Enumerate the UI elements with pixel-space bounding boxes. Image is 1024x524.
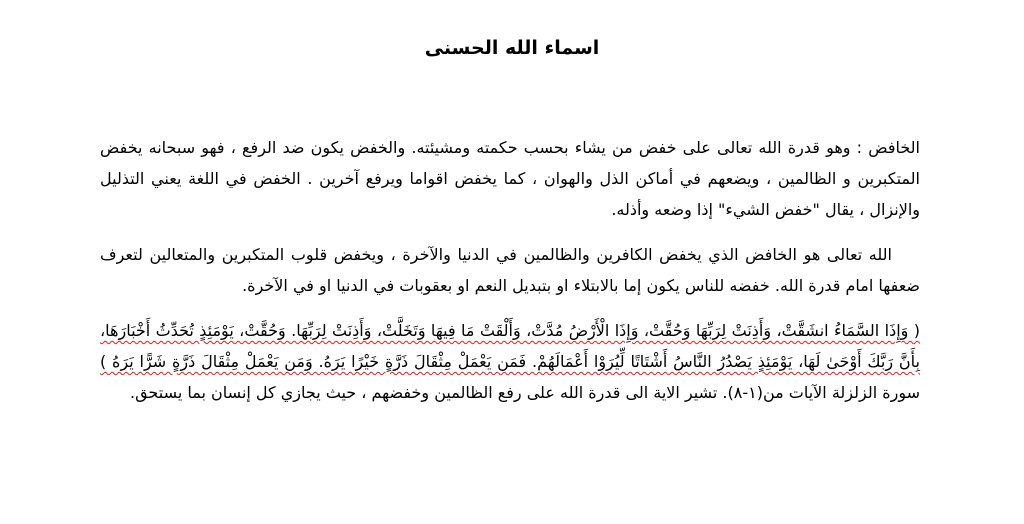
- document-title: اسماء الله الحسنى: [424, 37, 600, 59]
- paragraph-3-text: سورة الزلزلة الآيات من(١-٨). تشير الاية الى قدرة الله على رفع الظالمين وخفضهم ، حيث يجازي كل إنسان بما يستحق.: [129, 383, 920, 402]
- paragraph-2: الله تعالى هو الخافض الذي يخفض الكافرين والظالمين في الدنيا والآخرة ، ويخفض قلوب المتكبرين والمتعالين لتعرف ضعفها امام قدرة الله. خفضه للناس يكون إما بالابتلاء او بتبديل النعم او بعقوبات في الدنيا او في الآخرة.: [100, 245, 920, 295]
- paragraph-1: الخافض : وهو قدرة الله تعالى على خفض من يشاء بحسب حكمته ومشيئته. والخفض يكون ضد الرفع ، فهو سبحانه يخفض المتكبرين و الظالمين ، ويضعهم في أماكن الذل والهوان ، كما يخفض اقواما ويرفع آخرين . الخفض في اللغة يعني التذليل والإنزال ، يقال "خفض الشيء" إذا وضعه وأذله.: [100, 138, 920, 219]
- quran-verse: ( وَإِذَا السَّمَاءُ انشَقَّتْ، وَأَذِنَتْ لِرَبِّهَا وَحُقَّتْ، وَإِذَا الْأَرْضُ مُدَّتْ، وَأَلْقَتْ مَا فِيهَا وَتَخَلَّتْ، وَأَذِنَتْ لِرَبِّهَا. وَحُقَّتْ، يَوْمَئِذٍ تُحَدِّثُ أَخْبَارَهَا، بِأَنَّ رَبَّكَ أَوْحَىٰ لَهَا، يَوْمَئِذٍ يَصْدُرُ النَّاسُ أَشْتَاتًا لِّيُرَوْا أَعْمَالَهُمْ. فَمَن يَعْمَلْ مِثْقَالَ ذَرَّةٍ خَيْرًا يَرَهُ. وَمَن يَعْمَلْ مِثْقَالَ ذَرَّةٍ شَرًّا يَرَهُ ): [100, 321, 920, 371]
- document-body: [100, 132, 920, 422]
- paragraph-3: [100, 315, 920, 408]
